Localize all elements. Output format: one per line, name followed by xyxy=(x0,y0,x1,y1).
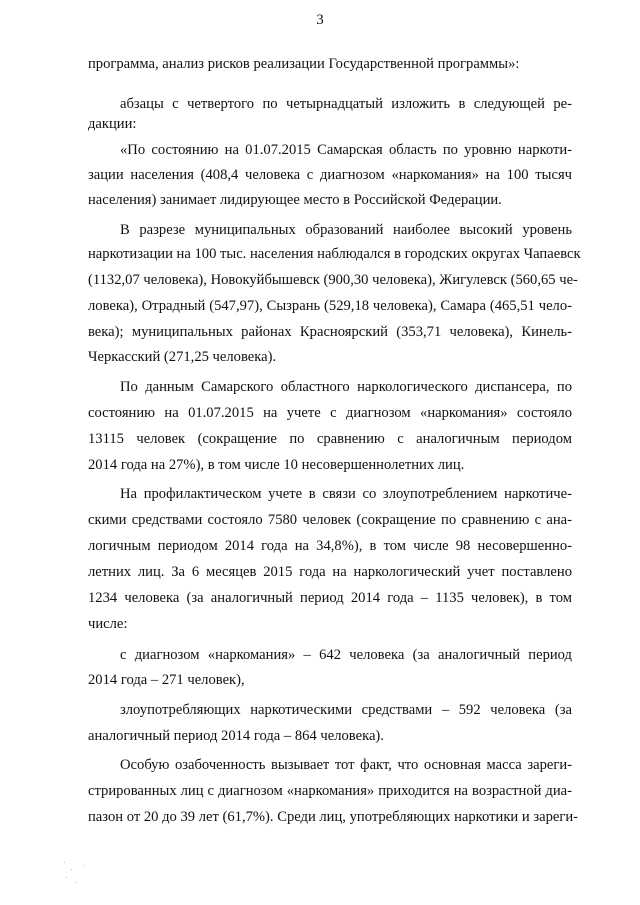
text-line: скими средствами состояло 7580 человек (сокращение по сравнению с ана- xyxy=(88,512,572,528)
text-line: По данным Самарского областного наркологического диспансера, по xyxy=(120,379,572,395)
text-line: стрированных лиц с диагнозом «наркомания» приходится на возрастной диа- xyxy=(88,783,572,799)
text-line: пазон от 20 до 39 лет (61,7%). Среди лиц, употребляющих наркотики и зареги- xyxy=(88,809,579,825)
scan-artifact xyxy=(62,858,102,888)
text-line: века); муниципальных районах Красноярский (353,71 человека), Кинель- xyxy=(88,324,572,340)
text-line: состоянию на 01.07.2015 на учете с диагнозом «наркомания» состояло xyxy=(88,405,572,421)
text-line: (1132,07 человека), Новокуйбышевск (900,30 человека), Жигулевск (560,65 че- xyxy=(88,272,578,288)
text-line: ловека), Отрадный (547,97), Сызрань (529,18 человека), Самара (465,51 чело- xyxy=(88,298,572,314)
text-line: населения) занимает лидирующее место в Российской Федерации. xyxy=(88,192,502,208)
page-number: 3 xyxy=(316,12,324,28)
text-line: с диагнозом «наркомания» – 642 человека (за аналогичный период xyxy=(120,647,572,663)
text-line: летних лиц. За 6 месяцев 2015 года на наркологический учет поставлено xyxy=(88,564,572,580)
text-line: В разрезе муниципальных образований наиболее высокий уровень xyxy=(120,222,572,238)
text-line: Черкасский (271,25 человека). xyxy=(88,349,277,365)
text-line: логичным периодом 2014 года на 34,8%), в том числе 98 несовершенно- xyxy=(88,538,572,554)
text-line: дакции: xyxy=(88,116,137,132)
text-line: числе: xyxy=(88,616,128,632)
text-line: аналогичный период 2014 года – 864 человека). xyxy=(88,728,384,744)
text-line: Особую озабоченность вызывает тот факт, что основная масса зареги- xyxy=(120,757,572,773)
text-line: наркотизации на 100 тыс. населения наблюдался в городских округах Чапаевск xyxy=(88,246,581,262)
text-line: злоупотребляющих наркотическими средствами – 592 человека (за xyxy=(120,702,572,718)
text-line: абзацы с четвертого по четырнадцатый изложить в следующей ре- xyxy=(120,96,572,112)
text-line: «По состоянию на 01.07.2015 Самарская область по уровню наркоти- xyxy=(120,142,572,158)
text-line: 13115 человек (сокращение по сравнению с аналогичным периодом xyxy=(88,431,572,447)
text-line: 2014 года на 27%), в том числе 10 несовершеннолетних лиц. xyxy=(88,457,465,473)
text-line: программа, анализ рисков реализации Государственной программы»: xyxy=(88,56,520,72)
text-line: 2014 года – 271 человек), xyxy=(88,672,245,688)
text-line: На профилактическом учете в связи со злоупотреблением наркотиче- xyxy=(120,486,572,502)
text-line: зации населения (408,4 человека с диагнозом «наркомания» на 100 тысяч xyxy=(88,167,572,183)
text-line: 1234 человека (за аналогичный период 2014 года – 1135 человек), в том xyxy=(88,590,572,606)
